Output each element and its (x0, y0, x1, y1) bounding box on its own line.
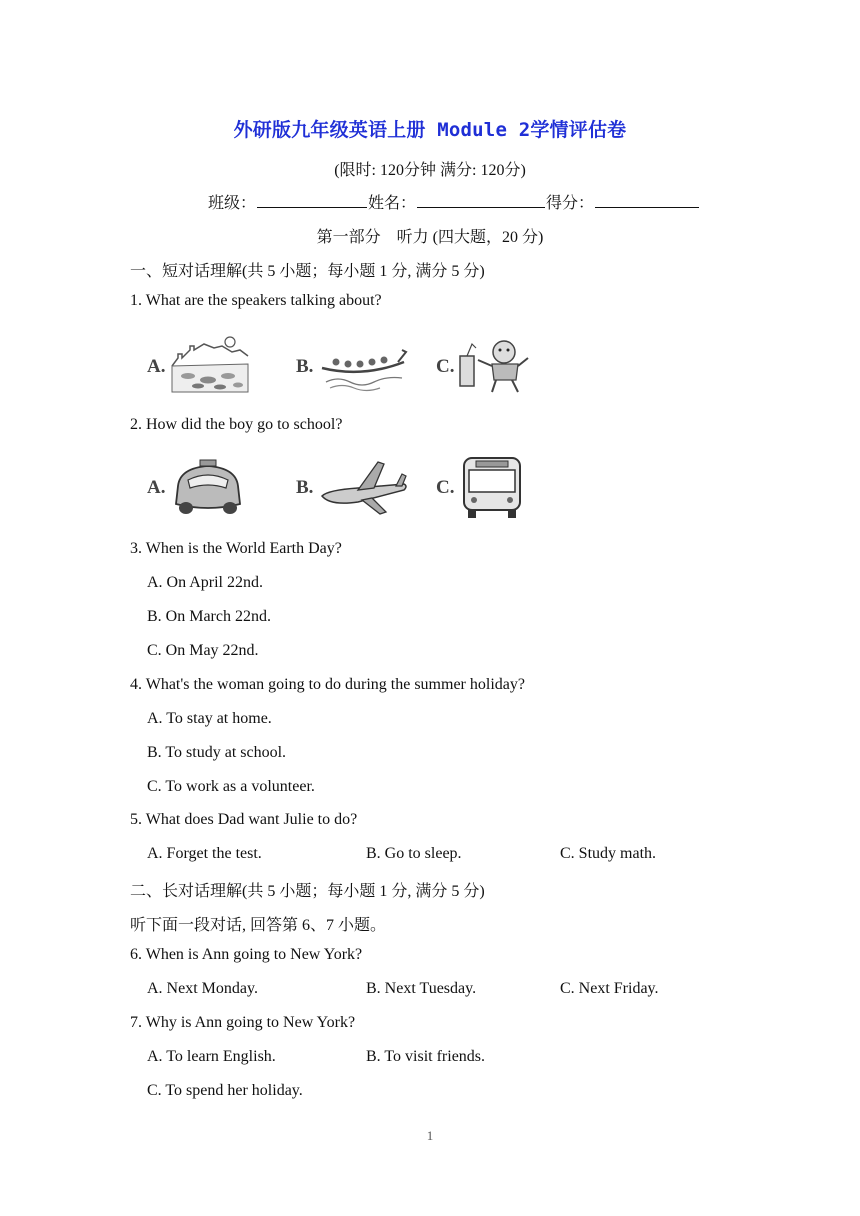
q2-stem: 2. How did the boy go to school? (130, 416, 343, 433)
q3-option-c[interactable]: C. On May 22nd. (147, 642, 259, 659)
q4-option-b[interactable]: B. To study at school. (147, 744, 287, 761)
airplane-picture (318, 458, 410, 523)
class-blank[interactable] (257, 193, 367, 208)
part-title: 第一部分 听力 (四大题，20 分) (316, 229, 544, 246)
q5-option-a[interactable]: A. Forget the test. (147, 845, 262, 862)
page-title: 外研版九年级英语上册 Module 2学情评估卷 (233, 119, 627, 141)
q6-stem: 6. When is Ann going to New York? (130, 946, 363, 963)
section2-heading: 二、长对话理解(共 5 小题；每小题 1 分, 满分 5 分) (130, 883, 485, 900)
q4-option-a[interactable]: A. To stay at home. (147, 710, 272, 727)
q6-option-c[interactable]: C. Next Friday. (560, 980, 659, 997)
q2-label-b: B. (296, 477, 314, 498)
bus-picture (460, 454, 524, 525)
q4-option-c[interactable]: C. To work as a volunteer. (147, 778, 315, 795)
q5-stem: 5. What does Dad want Julie to do? (130, 811, 358, 828)
q1-label-b: B. (296, 356, 314, 377)
q3-option-a[interactable]: A. On April 22nd. (147, 574, 263, 591)
q1-stem: 1. What are the speakers talking about? (130, 292, 382, 309)
time-score-info: (限时: 120分钟 满分: 120分) (334, 162, 526, 179)
score-blank[interactable] (595, 193, 699, 208)
student-info-row (208, 190, 708, 213)
q6-option-a[interactable]: A. Next Monday. (147, 980, 258, 997)
q5-option-b[interactable]: B. Go to sleep. (366, 845, 462, 862)
q1-label-a: A. (147, 356, 166, 377)
q2-label-c: C. (436, 477, 455, 498)
car-picture (170, 456, 246, 523)
section2-instruction: 听下面一段对话, 回答第 6、7 小题。 (130, 917, 387, 934)
q7-stem: 7. Why is Ann going to New York? (130, 1014, 356, 1031)
q7-option-b[interactable]: B. To visit friends. (366, 1048, 486, 1065)
q7-option-c[interactable]: C. To spend her holiday. (147, 1082, 303, 1099)
dragon-boat-picture (318, 338, 408, 399)
q3-stem: 3. When is the World Earth Day? (130, 540, 342, 557)
class-label: 班级： (208, 195, 257, 212)
name-blank[interactable] (417, 193, 545, 208)
q7-option-a[interactable]: A. To learn English. (147, 1048, 276, 1065)
q6-option-b[interactable]: B. Next Tuesday. (366, 980, 477, 997)
great-wall-picnic-picture (170, 336, 252, 399)
name-label: 姓名： (368, 195, 417, 212)
score-label: 得分： (546, 195, 595, 212)
firecracker-boy-picture (456, 336, 534, 399)
section1-heading: 一、短对话理解(共 5 小题；每小题 1 分, 满分 5 分) (130, 263, 485, 280)
q5-option-c[interactable]: C. Study math. (560, 845, 657, 862)
q2-label-a: A. (147, 477, 166, 498)
q4-stem: 4. What's the woman going to do during the summer holiday? (130, 676, 525, 693)
q3-option-b[interactable]: B. On March 22nd. (147, 608, 271, 625)
page-number: 1 (426, 1128, 434, 1143)
q1-label-c: C. (436, 356, 455, 377)
